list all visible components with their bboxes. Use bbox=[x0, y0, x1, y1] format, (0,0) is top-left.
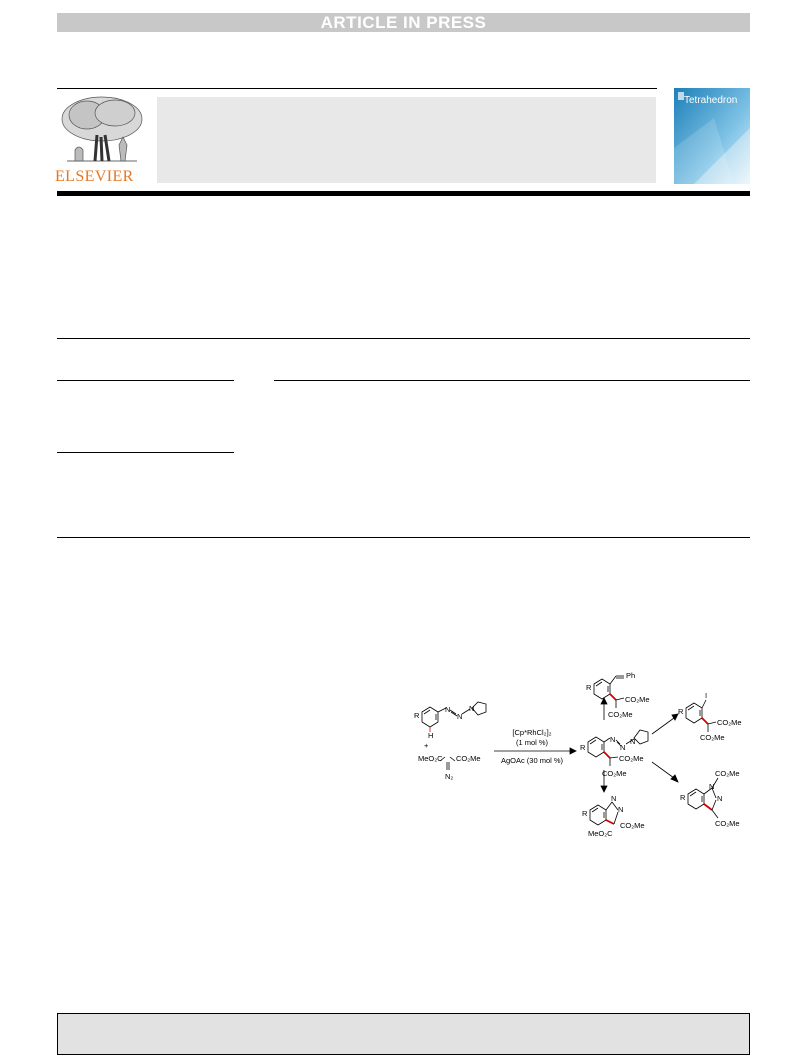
iodo-product-ester-2: CO₂Me bbox=[700, 733, 725, 742]
catalyst-label: [Cp*RhCl₂]₂ bbox=[512, 728, 552, 737]
hydrogen-label: H bbox=[428, 731, 434, 740]
plus-sign: + bbox=[424, 741, 429, 750]
citation-footer-box bbox=[57, 1013, 750, 1055]
top-product-ester-2: CO₂Me bbox=[608, 710, 633, 719]
journal-header-box bbox=[157, 97, 656, 183]
article-in-press-banner: ARTICLE IN PRESS bbox=[57, 13, 750, 32]
abstract-bottom-rule bbox=[57, 537, 750, 538]
journal-cover-title: Tetrahedron bbox=[684, 95, 738, 106]
keywords-rule bbox=[57, 452, 234, 453]
top-product-ester-1: CO₂Me bbox=[625, 695, 650, 704]
top-product-r: R bbox=[586, 683, 592, 692]
additive-label: AgOAc (30 mol %) bbox=[500, 756, 564, 765]
iodo-product-ester-1: CO₂Me bbox=[717, 718, 742, 727]
diazo-n2: N₂ bbox=[445, 772, 454, 781]
indazole-1h-n2: N bbox=[717, 794, 723, 803]
diazo-left-ester: MeO₂C bbox=[418, 754, 443, 763]
center-ester-2: CO₂Me bbox=[602, 769, 627, 778]
start-pyrrolidine-n: N bbox=[469, 704, 475, 713]
indazole-3h-n1: N bbox=[611, 794, 617, 803]
header-bottom-rule bbox=[57, 191, 750, 196]
header-top-rule bbox=[57, 88, 657, 89]
start-azo-n2: N bbox=[457, 712, 463, 721]
journal-cover bbox=[674, 88, 750, 184]
center-pyrrolidine-n: N bbox=[630, 737, 636, 746]
indazole-3h-ester-2: CO₂Me bbox=[620, 821, 645, 830]
top-product-ph: Ph bbox=[626, 671, 636, 680]
indazole-1h-ester-2: CO₂Me bbox=[715, 819, 740, 828]
center-azo-n1: N bbox=[610, 735, 616, 744]
start-r-label: R bbox=[414, 711, 420, 720]
indazole-1h-r: R bbox=[680, 793, 686, 802]
indazole-3h-ester-1: MeO₂C bbox=[588, 829, 613, 838]
indazole-1h-ester-1: CO₂Me bbox=[715, 769, 740, 778]
iodo-product-i: I bbox=[705, 691, 708, 700]
indazole-3h-r: R bbox=[582, 809, 588, 818]
publisher-name: ELSEVIER bbox=[55, 168, 134, 185]
abstract-top-rule bbox=[57, 338, 750, 339]
center-azo-n2: N bbox=[620, 743, 626, 752]
abstract-heading-rule bbox=[274, 380, 750, 381]
elsevier-tree-logo bbox=[57, 95, 147, 167]
article-info-rule bbox=[57, 380, 234, 381]
center-r-label: R bbox=[580, 743, 586, 752]
catalyst-loading-label: (1 mol %) bbox=[515, 738, 549, 747]
indazole-1h-n1: N bbox=[709, 782, 715, 791]
graphical-abstract-scheme bbox=[412, 662, 752, 840]
iodo-product-r: R bbox=[678, 707, 684, 716]
start-azo-n1: N bbox=[445, 705, 451, 714]
center-ester-1: CO₂Me bbox=[619, 754, 644, 763]
indazole-3h-n2: N bbox=[618, 805, 624, 814]
diazo-right-ester: CO₂Me bbox=[456, 754, 481, 763]
